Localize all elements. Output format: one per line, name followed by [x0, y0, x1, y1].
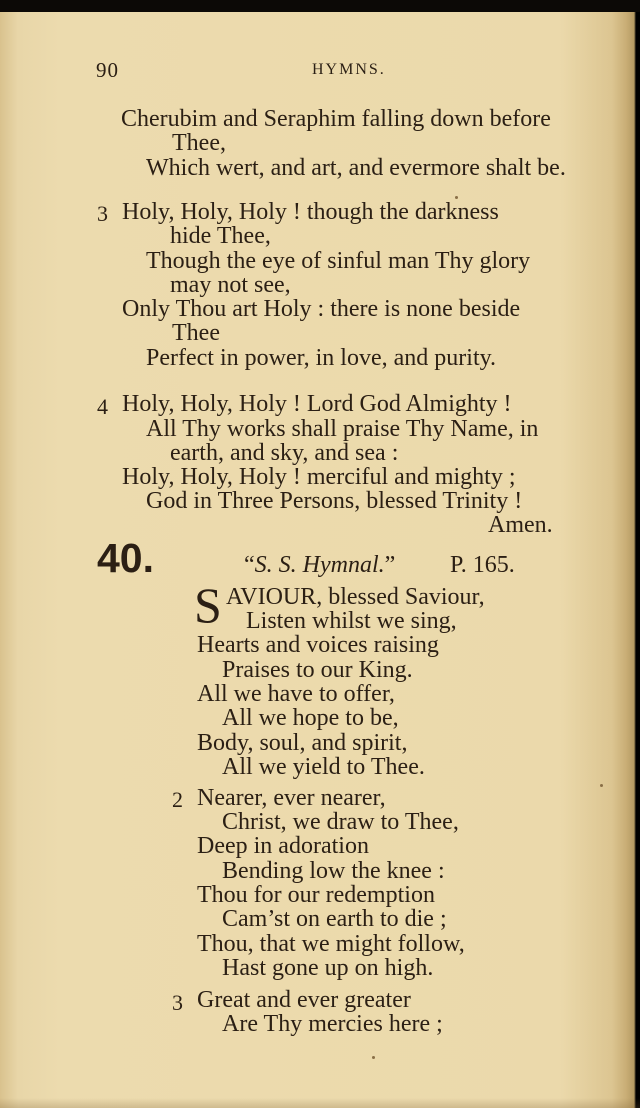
verse-line: AVIOUR, blessed Saviour, [226, 584, 485, 610]
verse-line: All we yield to Thee. [222, 754, 425, 780]
running-head: HYMNS. [312, 61, 386, 78]
verse-line: earth, and sky, and sea : [170, 440, 399, 466]
verse-line: All we have to offer, [197, 681, 395, 707]
verse-line: Only Thou art Holy : there is none beside [122, 296, 521, 322]
verse-line: Thou for our redemption [197, 882, 435, 908]
tune-reference [244, 553, 395, 577]
scan-top-edge [0, 0, 640, 12]
verse-line: Praises to our King. [222, 657, 413, 683]
verse-line: Hearts and voices raising [197, 632, 439, 658]
verse-line: Christ, we draw to Thee, [222, 809, 459, 835]
verse-line: All we hope to be, [222, 705, 399, 731]
verse-line: Holy, Holy, Holy ! though the darkness [122, 199, 499, 225]
prev-hymn-line: Thee, [172, 130, 226, 156]
verse-line: may not see, [170, 272, 291, 298]
verse-line: Bending low the knee : [222, 858, 445, 884]
verse-line: Are Thy mercies here ; [222, 1011, 443, 1037]
prev-hymn-line: Which wert, and art, and evermore shalt be. [146, 155, 566, 181]
tune-page: P. 165. [450, 552, 515, 578]
amen: Amen. [488, 512, 553, 538]
verse-number: 3 [97, 201, 108, 226]
verse-line: Cam’st on earth to die ; [222, 906, 447, 932]
page-number: 90 [96, 58, 119, 82]
tune-title: S. S. Hymnal. [254, 552, 385, 578]
verse-number: 2 [172, 787, 183, 812]
verse-line: Deep in adoration [197, 833, 369, 859]
quote-open: “ [244, 552, 255, 578]
verse-line: Great and ever greater [197, 987, 411, 1013]
print-speck [600, 784, 603, 787]
verse-line: Holy, Holy, Holy ! Lord God Almighty ! [122, 391, 512, 417]
verse-line: Holy, Holy, Holy ! merciful and mighty ; [122, 464, 516, 490]
verse-line: Though the eye of sinful man Thy glory [146, 248, 531, 274]
verse-line: Listen whilst we sing, [246, 608, 457, 634]
print-speck [372, 1056, 375, 1059]
verse-line: Perfect in power, in love, and purity. [146, 345, 497, 371]
verse-line: Hast gone up on high. [222, 955, 434, 981]
prev-hymn-line: Cherubim and Seraphim falling down before [121, 106, 551, 132]
print-speck [455, 196, 458, 199]
scan-bottom-shade [0, 1098, 640, 1108]
verse-line: All Thy works shall praise Thy Name, in [146, 416, 539, 442]
verse-line: hide Thee, [170, 223, 271, 249]
verse-line: Body, soul, and spirit, [197, 730, 408, 756]
quote-close: ” [384, 552, 396, 578]
verse-line: Nearer, ever nearer, [197, 785, 386, 811]
verse-number: 3 [172, 990, 183, 1015]
verse-line: Thee [172, 320, 220, 346]
verse-line: God in Three Persons, blessed Trinity ! [146, 488, 523, 514]
verse-number: 4 [97, 394, 108, 419]
hymn-number: 40. [97, 535, 154, 581]
drop-cap: S [194, 577, 222, 633]
verse-line: Thou, that we might follow, [197, 931, 465, 957]
